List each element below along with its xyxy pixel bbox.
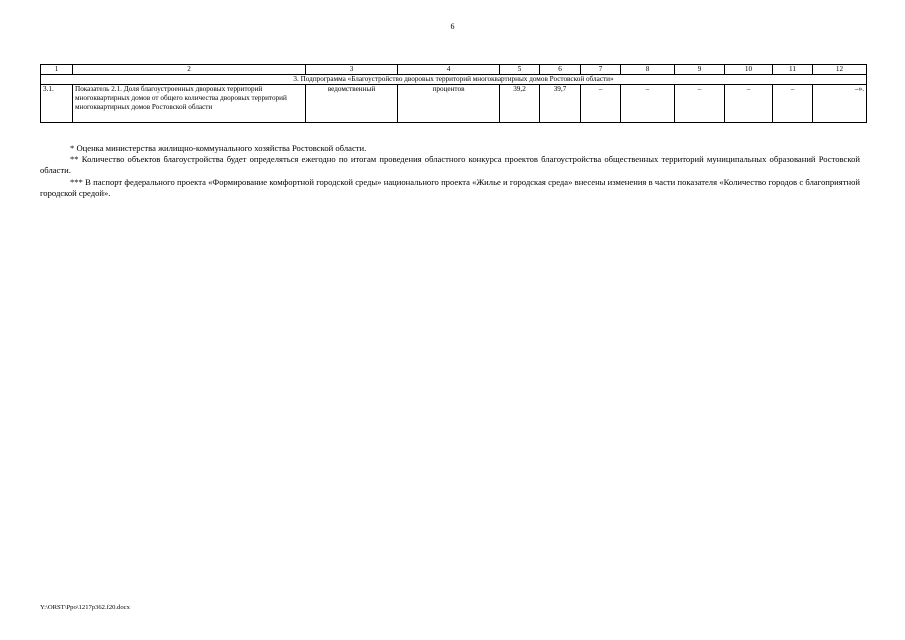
header-cell: 7 [581, 65, 621, 75]
header-cell: 10 [725, 65, 773, 75]
value-col11: – [773, 85, 813, 123]
subprogram-title: 3. Подпрограмма «Благоустройство дворовых территорий многоквартирных домов Ростовской области» [41, 75, 867, 85]
header-cell: 5 [500, 65, 540, 75]
row-number: 3.1. [41, 85, 73, 123]
subprogram-row [41, 75, 867, 85]
value-col12: –». [813, 85, 867, 123]
value-col9: – [675, 85, 725, 123]
indicators-table [40, 64, 867, 123]
header-cell: 6 [540, 65, 581, 75]
header-cell: 9 [675, 65, 725, 75]
file-path-footer: Y:\ORST\Ppo\1217p362.f20.docx [40, 604, 130, 611]
value-col10: – [725, 85, 773, 123]
footnote-1: * Оценка министерства жилищно-коммунального хозяйства Ростовской области. [70, 143, 367, 153]
indicator-name: Показатель 2.1. Доля благоустроенных дворовых территорий многоквартирных домов от общего количества дворовых территорий многоквартирных домов Ростовской области [73, 85, 306, 123]
value-col5: 39,2 [500, 85, 540, 123]
footnote-3: *** В паспорт федерального проекта «Формирование комфортной городской среды» национального проекта «Жилье и городская среда» внесены изменения в части показателя «Количество городов с благоприятной городской средой». [40, 176, 860, 198]
value-col7: – [581, 85, 621, 123]
header-cell: 1 [41, 65, 73, 75]
header-cell: 3 [306, 65, 398, 75]
header-cell: 4 [398, 65, 500, 75]
unit-cell: процентов [398, 85, 500, 123]
footnotes [40, 143, 860, 199]
header-cell: 8 [621, 65, 675, 75]
value-col8: – [621, 85, 675, 123]
header-cell: 11 [773, 65, 813, 75]
table-header-row [41, 65, 867, 75]
indicator-type: ведомственный [306, 85, 398, 123]
header-cell: 12 [813, 65, 867, 75]
page-number: 6 [450, 22, 455, 31]
header-cell: 2 [73, 65, 306, 75]
value-col6: 39,7 [540, 85, 581, 123]
table-row [41, 85, 867, 123]
footnote-2: ** Количество объектов благоустройства будет определяться ежегодно по итогам проведения областного конкурса проектов благоустройства общественных территорий муниципальных образований Ростовской области. [40, 154, 860, 176]
